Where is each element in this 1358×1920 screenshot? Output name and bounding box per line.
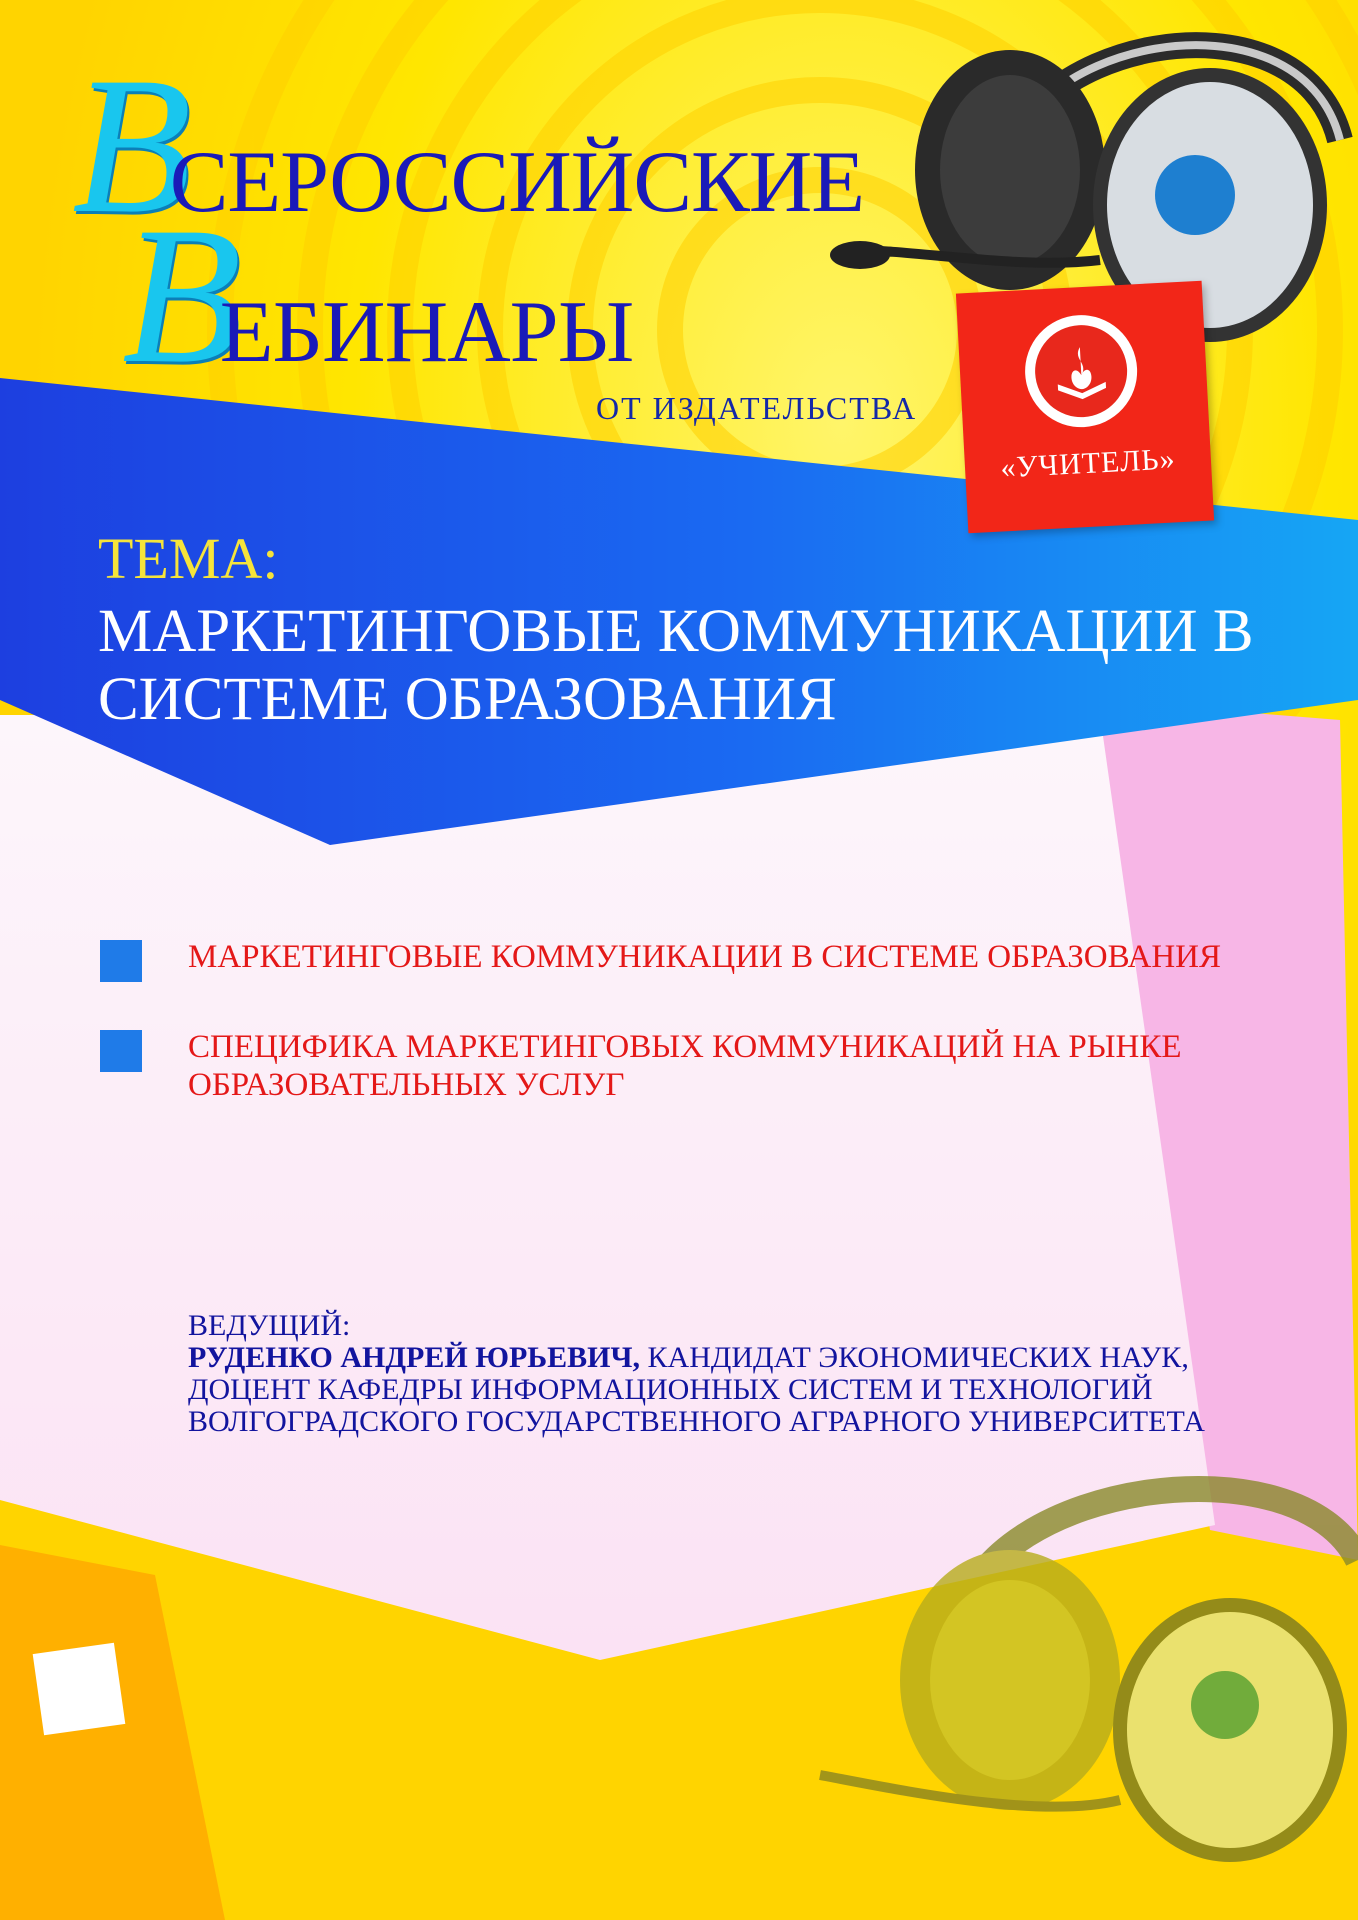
book-flame-icon bbox=[1047, 338, 1114, 405]
white-square-decor bbox=[33, 1643, 126, 1736]
publisher-logo bbox=[956, 281, 1214, 534]
bullet-square-icon bbox=[100, 1030, 142, 1072]
topic-title: МАРКЕТИНГОВЫЕ КОММУНИКАЦИИ В СИСТЕМЕ ОБРАЗОВАНИЯ bbox=[98, 598, 1254, 733]
brand-title-line-2 bbox=[122, 187, 634, 404]
list-item bbox=[100, 1028, 1250, 1104]
bullet-square-icon bbox=[100, 940, 142, 982]
host-description: КАНДИДАТ ЭКОНОМИЧЕСКИХ НАУК, ДОЦЕНТ КАФЕДРЫ ИНФОРМАЦИОННЫХ СИСТЕМ И ТЕХНОЛОГИЙ ВОЛГОГРАДСКОГО ГОСУДАРСТВЕННОГО АГРАРНОГО УНИВЕРСИТЕТА bbox=[188, 1341, 1205, 1438]
topic-label: ТЕМА: bbox=[98, 526, 279, 591]
brand-initial-1: В bbox=[72, 37, 192, 254]
logo-emblem bbox=[1022, 312, 1140, 430]
bullet-text: СПЕЦИФИКА МАРКЕТИНГОВЫХ КОММУНИКАЦИЙ НА РЫНКЕ ОБРАЗОВАТЕЛЬНЫХ УСЛУГ bbox=[188, 1029, 1182, 1103]
host-label: ВЕДУЩИЙ: bbox=[188, 1309, 351, 1342]
bullet-text: МАРКЕТИНГОВЫЕ КОММУНИКАЦИИ В СИСТЕМЕ ОБРАЗОВАНИЯ bbox=[188, 939, 1222, 975]
host-name: РУДЕНКО АНДРЕЙ ЮРЬЕВИЧ, bbox=[188, 1341, 641, 1374]
list-item bbox=[100, 938, 1250, 976]
publisher-subtitle: ОТ ИЗДАТЕЛЬСТВА bbox=[596, 390, 918, 426]
bullet-list bbox=[100, 938, 1250, 1156]
brand-initial-2: В bbox=[122, 187, 242, 404]
logo-label: «УЧИТЕЛЬ» bbox=[999, 442, 1177, 485]
brand-word-1: СЕРОССИЙСКИЕ bbox=[169, 134, 865, 231]
brand-word-2: ЕБИНАРЫ bbox=[219, 284, 634, 381]
host-info bbox=[188, 1310, 1288, 1438]
